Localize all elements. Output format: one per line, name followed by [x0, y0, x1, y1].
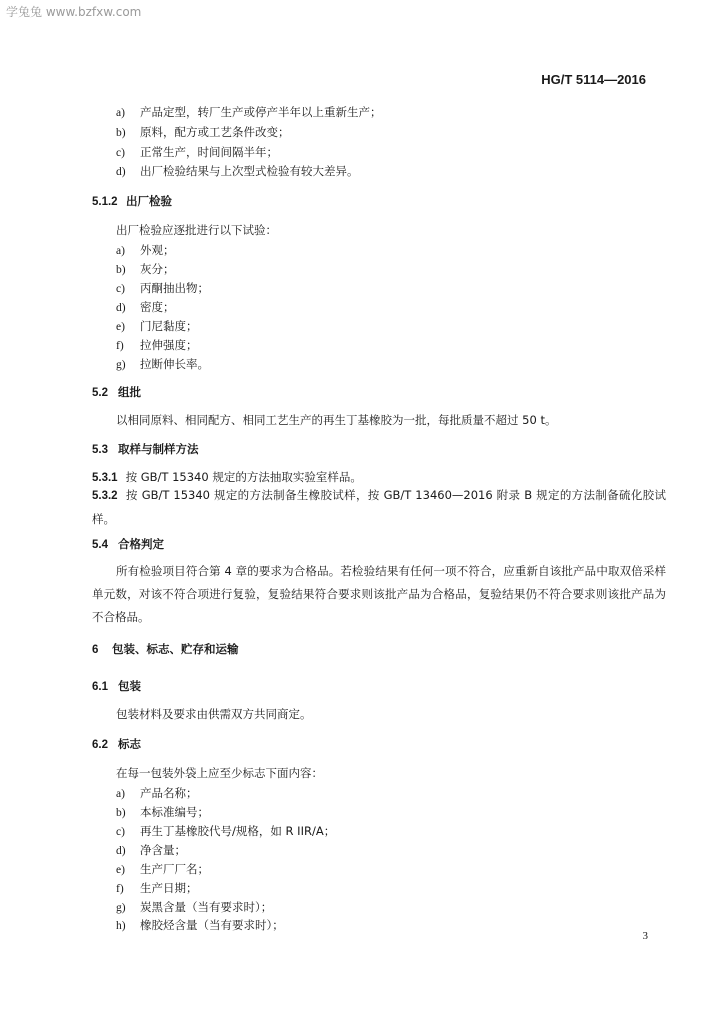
list-item [116, 125, 290, 141]
section-body: 包装材料及要求由供需双方共同商定。 [116, 707, 312, 721]
item-marker: b) [116, 807, 126, 819]
section-intro: 在每一包装外袋上应至少标志下面内容： [116, 766, 323, 780]
section-title: 包装 [118, 679, 141, 693]
item-text: 产品定型，转厂生产或停产半年以上重新生产； [140, 105, 382, 119]
clause-5-3-2 [92, 484, 666, 531]
section-title: 包装、标志、贮存和运输 [112, 642, 239, 656]
section-heading-5-2 [92, 385, 141, 401]
section-number: 6 [92, 644, 99, 656]
item-marker: c) [116, 826, 125, 838]
item-text: 拉伸强度； [140, 338, 198, 352]
item-marker: g) [116, 359, 126, 371]
item-marker: e) [116, 864, 125, 876]
clause-text: 按 GB/T 15340 规定的方法抽取实验室样品。 [125, 470, 362, 484]
list-item [116, 824, 335, 840]
standard-code: HG/T 5114—2016 [541, 72, 646, 87]
section-number: 6.2 [92, 739, 108, 751]
item-marker: f) [116, 340, 124, 352]
item-text: 生产日期； [140, 881, 198, 895]
section-number: 5.1.2 [92, 196, 118, 208]
item-text: 产品名称； [140, 786, 198, 800]
clause-5-3-1 [92, 469, 362, 485]
list-item [116, 105, 382, 121]
section-number: 6.1 [92, 681, 108, 693]
list-item [116, 786, 198, 802]
section-heading-5-3 [92, 442, 199, 458]
list-item [116, 300, 175, 316]
list-item [116, 145, 278, 161]
item-marker: c) [116, 283, 125, 295]
item-marker: b) [116, 264, 126, 276]
section-heading-6-2 [92, 737, 141, 753]
item-marker: a) [116, 245, 125, 257]
item-text: 炭黑含量（当有要求时）； [140, 900, 273, 914]
section-title: 合格判定 [118, 537, 164, 551]
section-number: 5.3 [92, 444, 108, 456]
section-intro: 出厂检验应逐批进行以下试验： [116, 223, 277, 237]
list-item [116, 805, 209, 821]
list-item [116, 338, 198, 354]
list-item [116, 843, 186, 859]
clause-text: 按 GB/T 15340 规定的方法制备生橡胶试样，按 GB/T 13460—2016 附录 B 规定的方法制备硫化胶试样。 [92, 488, 666, 526]
item-marker: d) [116, 845, 126, 857]
item-marker: c) [116, 147, 125, 159]
item-marker: b) [116, 127, 126, 139]
list-item [116, 881, 198, 897]
item-text: 灰分； [140, 262, 175, 276]
section-body: 以相同原料、相同配方、相同工艺生产的再生丁基橡胶为一批，每批质量不超过 50 t。 [116, 413, 557, 427]
chapter-heading-6 [92, 642, 239, 658]
item-text: 原料，配方或工艺条件改变； [140, 125, 290, 139]
item-text: 丙酮抽出物； [140, 281, 209, 295]
item-text: 拉断伸长率。 [140, 357, 209, 371]
item-text: 本标准编号； [140, 805, 209, 819]
section-heading-5-1-2 [92, 194, 172, 210]
list-item [116, 164, 359, 180]
page-number: 3 [642, 930, 648, 942]
item-text: 橡胶烃含量（当有要求时）； [140, 918, 284, 932]
section-heading-6-1 [92, 679, 141, 695]
list-item [116, 862, 209, 878]
list-item [116, 357, 209, 373]
section-number: 5.4 [92, 539, 108, 551]
section-heading-5-4 [92, 537, 164, 553]
section-title: 出厂检验 [126, 194, 172, 208]
item-marker: h) [116, 920, 126, 932]
clause-number: 5.3.2 [92, 490, 118, 502]
item-text: 门尼黏度； [140, 319, 198, 333]
section-number: 5.2 [92, 387, 108, 399]
list-item [116, 243, 175, 259]
item-text: 正常生产，时间间隔半年； [140, 145, 278, 159]
item-text: 净含量； [140, 843, 186, 857]
item-marker: d) [116, 166, 126, 178]
item-text: 外观； [140, 243, 175, 257]
list-item [116, 900, 272, 916]
item-text: 密度； [140, 300, 175, 314]
section-title: 组批 [118, 385, 141, 399]
item-text: 再生丁基橡胶代号/规格，如 R IIR/A； [140, 824, 336, 838]
item-marker: d) [116, 302, 126, 314]
item-marker: g) [116, 902, 126, 914]
clause-number: 5.3.1 [92, 472, 118, 484]
section-title: 取样与制样方法 [118, 442, 199, 456]
item-text: 生产厂厂名； [140, 862, 209, 876]
item-marker: a) [116, 788, 125, 800]
list-item [116, 918, 284, 934]
item-marker: f) [116, 883, 124, 895]
item-text: 出厂检验结果与上次型式检验有较大差异。 [140, 164, 359, 178]
list-item [116, 262, 175, 278]
item-marker: a) [116, 107, 125, 119]
list-item [116, 281, 209, 297]
watermark: 学兔兔 www.bzfxw.com [6, 5, 142, 19]
section-title: 标志 [118, 737, 141, 751]
list-item [116, 319, 198, 335]
section-body: 所有检验项目符合第 4 章的要求为合格品。若检验结果有任何一项不符合，应重新自该批产品中取双倍采样单元数，对该不符合项进行复验，复验结果符合要求则该批产品为合格品，复验结果仍不符合要求则该批产品为不合格品。 [92, 564, 666, 624]
item-marker: e) [116, 321, 125, 333]
